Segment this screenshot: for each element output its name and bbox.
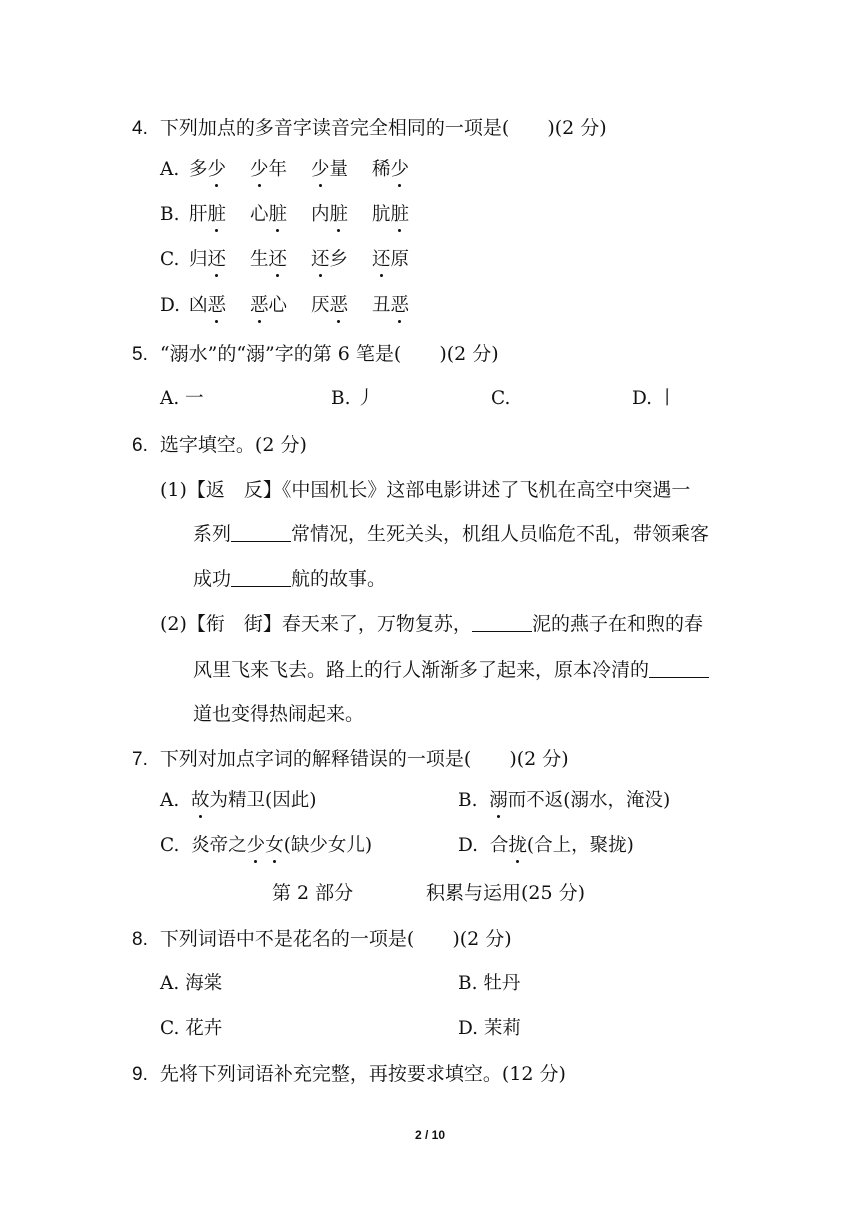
q5-stem: 5. “溺水”的“溺”字的第 6 笔是( )(2 分) xyxy=(132,343,499,365)
q4-word: 还原 xyxy=(372,247,409,273)
dotted-char: 恶 xyxy=(330,293,349,319)
q7-stem: 7. 下列对加点字词的解释错误的一项是( )(2 分) xyxy=(132,748,569,770)
option-label: B. xyxy=(160,204,180,225)
fill-blank[interactable] xyxy=(472,611,532,632)
dotted-char: 脏 xyxy=(330,202,349,228)
option-label: C. xyxy=(160,249,180,270)
q4-word: 稀少 xyxy=(372,157,409,183)
dotted-char: 恶 xyxy=(391,293,410,319)
q6-part1-line2: 系列 常情况，生死关头，机组人员临危不乱，带领乘客 xyxy=(193,523,710,545)
q4-word: 内脏 xyxy=(311,202,348,228)
q4-option-c xyxy=(160,247,179,273)
q4-word: 少量 xyxy=(311,157,348,183)
dotted-char: 女 xyxy=(265,833,284,859)
q4-word: 心脏 xyxy=(250,202,287,228)
q5-option-b: B. 丿 xyxy=(331,388,375,409)
q8-stem: 8. 下列词语中不是花名的一项是( )(2 分) xyxy=(132,928,512,950)
option-label: D. xyxy=(160,295,181,316)
dotted-char: 还 xyxy=(269,247,288,273)
q4-word: 归还 xyxy=(189,247,226,273)
q7-option-b: B. 溺而不返(溺水，淹没) xyxy=(458,788,670,814)
q4-word: 还乡 xyxy=(311,247,348,273)
q9-stem: 9. 先将下列词语补充完整，再按要求填空。(12 分) xyxy=(132,1063,566,1085)
q8-option-a: A. 海棠 xyxy=(160,973,223,994)
dotted-char: 少 xyxy=(250,157,269,183)
q4-word: 厌恶 xyxy=(311,293,348,319)
q4-word: 多少 xyxy=(189,157,226,183)
fill-blank[interactable] xyxy=(231,566,291,587)
q6-part2-line2: 风里飞来飞去。路上的行人渐渐多了起来，原本冷清的 xyxy=(193,657,709,683)
dotted-char: 恶 xyxy=(250,293,269,319)
q4-option-a xyxy=(160,157,179,183)
q4-word: 生还 xyxy=(250,247,287,273)
q4-stem: 4. 下列加点的多音字读音完全相同的一项是( )(2 分) xyxy=(132,117,607,139)
q7-option-d: D. 合拢(合上，聚拢) xyxy=(458,833,634,859)
part2-heading-left: 第 2 部分 xyxy=(272,882,354,904)
q6-part1-line1: (1)【返 反】《中国机长》这部电影讲述了飞机在高空中突遇一 xyxy=(160,479,691,501)
q8-option-c: C. 花卉 xyxy=(160,1018,223,1039)
option-label: A. xyxy=(160,159,180,180)
dotted-char: 脏 xyxy=(208,202,227,228)
dotted-char: 少 xyxy=(391,157,410,183)
dotted-char: 还 xyxy=(208,247,227,273)
part2-heading-right: 积累与运用(25 分) xyxy=(426,882,586,904)
dotted-char: 脏 xyxy=(269,202,288,228)
q6-part1-line3: 成功 航的故事。 xyxy=(193,568,387,590)
q5-option-d: D. 丨 xyxy=(632,388,677,409)
q4-word: 肝脏 xyxy=(189,202,226,228)
q4-word: 凶恶 xyxy=(189,293,226,319)
fill-blank[interactable] xyxy=(231,521,291,542)
q4-word: 丑恶 xyxy=(372,293,409,319)
q4-word: 恶心 xyxy=(250,293,287,319)
q6-part2-line3: 道也变得热闹起来。 xyxy=(193,703,365,725)
q7-option-c: C. 炎帝之少女(缺少女儿) xyxy=(160,833,372,859)
q4-option-d xyxy=(160,293,180,319)
dotted-char: 恶 xyxy=(208,293,227,319)
dotted-char: 还 xyxy=(311,247,330,273)
q7-option-a: A. 故为精卫(因此) xyxy=(160,788,316,814)
dotted-char: 少 xyxy=(311,157,330,183)
page-number: 2 / 10 xyxy=(414,1128,446,1142)
q4-word: 肮脏 xyxy=(372,202,409,228)
dotted-char: 还 xyxy=(372,247,391,273)
q6-part2-line1: (2)【衔 街】春天来了，万物复苏， 泥的燕子在和煦的春 xyxy=(160,613,703,635)
q8-option-b: B. 牡丹 xyxy=(458,973,521,994)
q5-option-c: C. xyxy=(491,388,511,409)
dotted-char: 少 xyxy=(208,157,227,183)
q5-option-a: A. 一 xyxy=(160,388,204,409)
q6-stem: 6. 选字填空。(2 分) xyxy=(132,434,307,456)
dotted-char: 脏 xyxy=(391,202,410,228)
q4-word: 少年 xyxy=(250,157,287,183)
fill-blank[interactable] xyxy=(649,657,709,678)
q4-option-b xyxy=(160,202,179,228)
q8-option-d: D. 茉莉 xyxy=(458,1018,521,1039)
dotted-char: 少 xyxy=(247,833,266,859)
